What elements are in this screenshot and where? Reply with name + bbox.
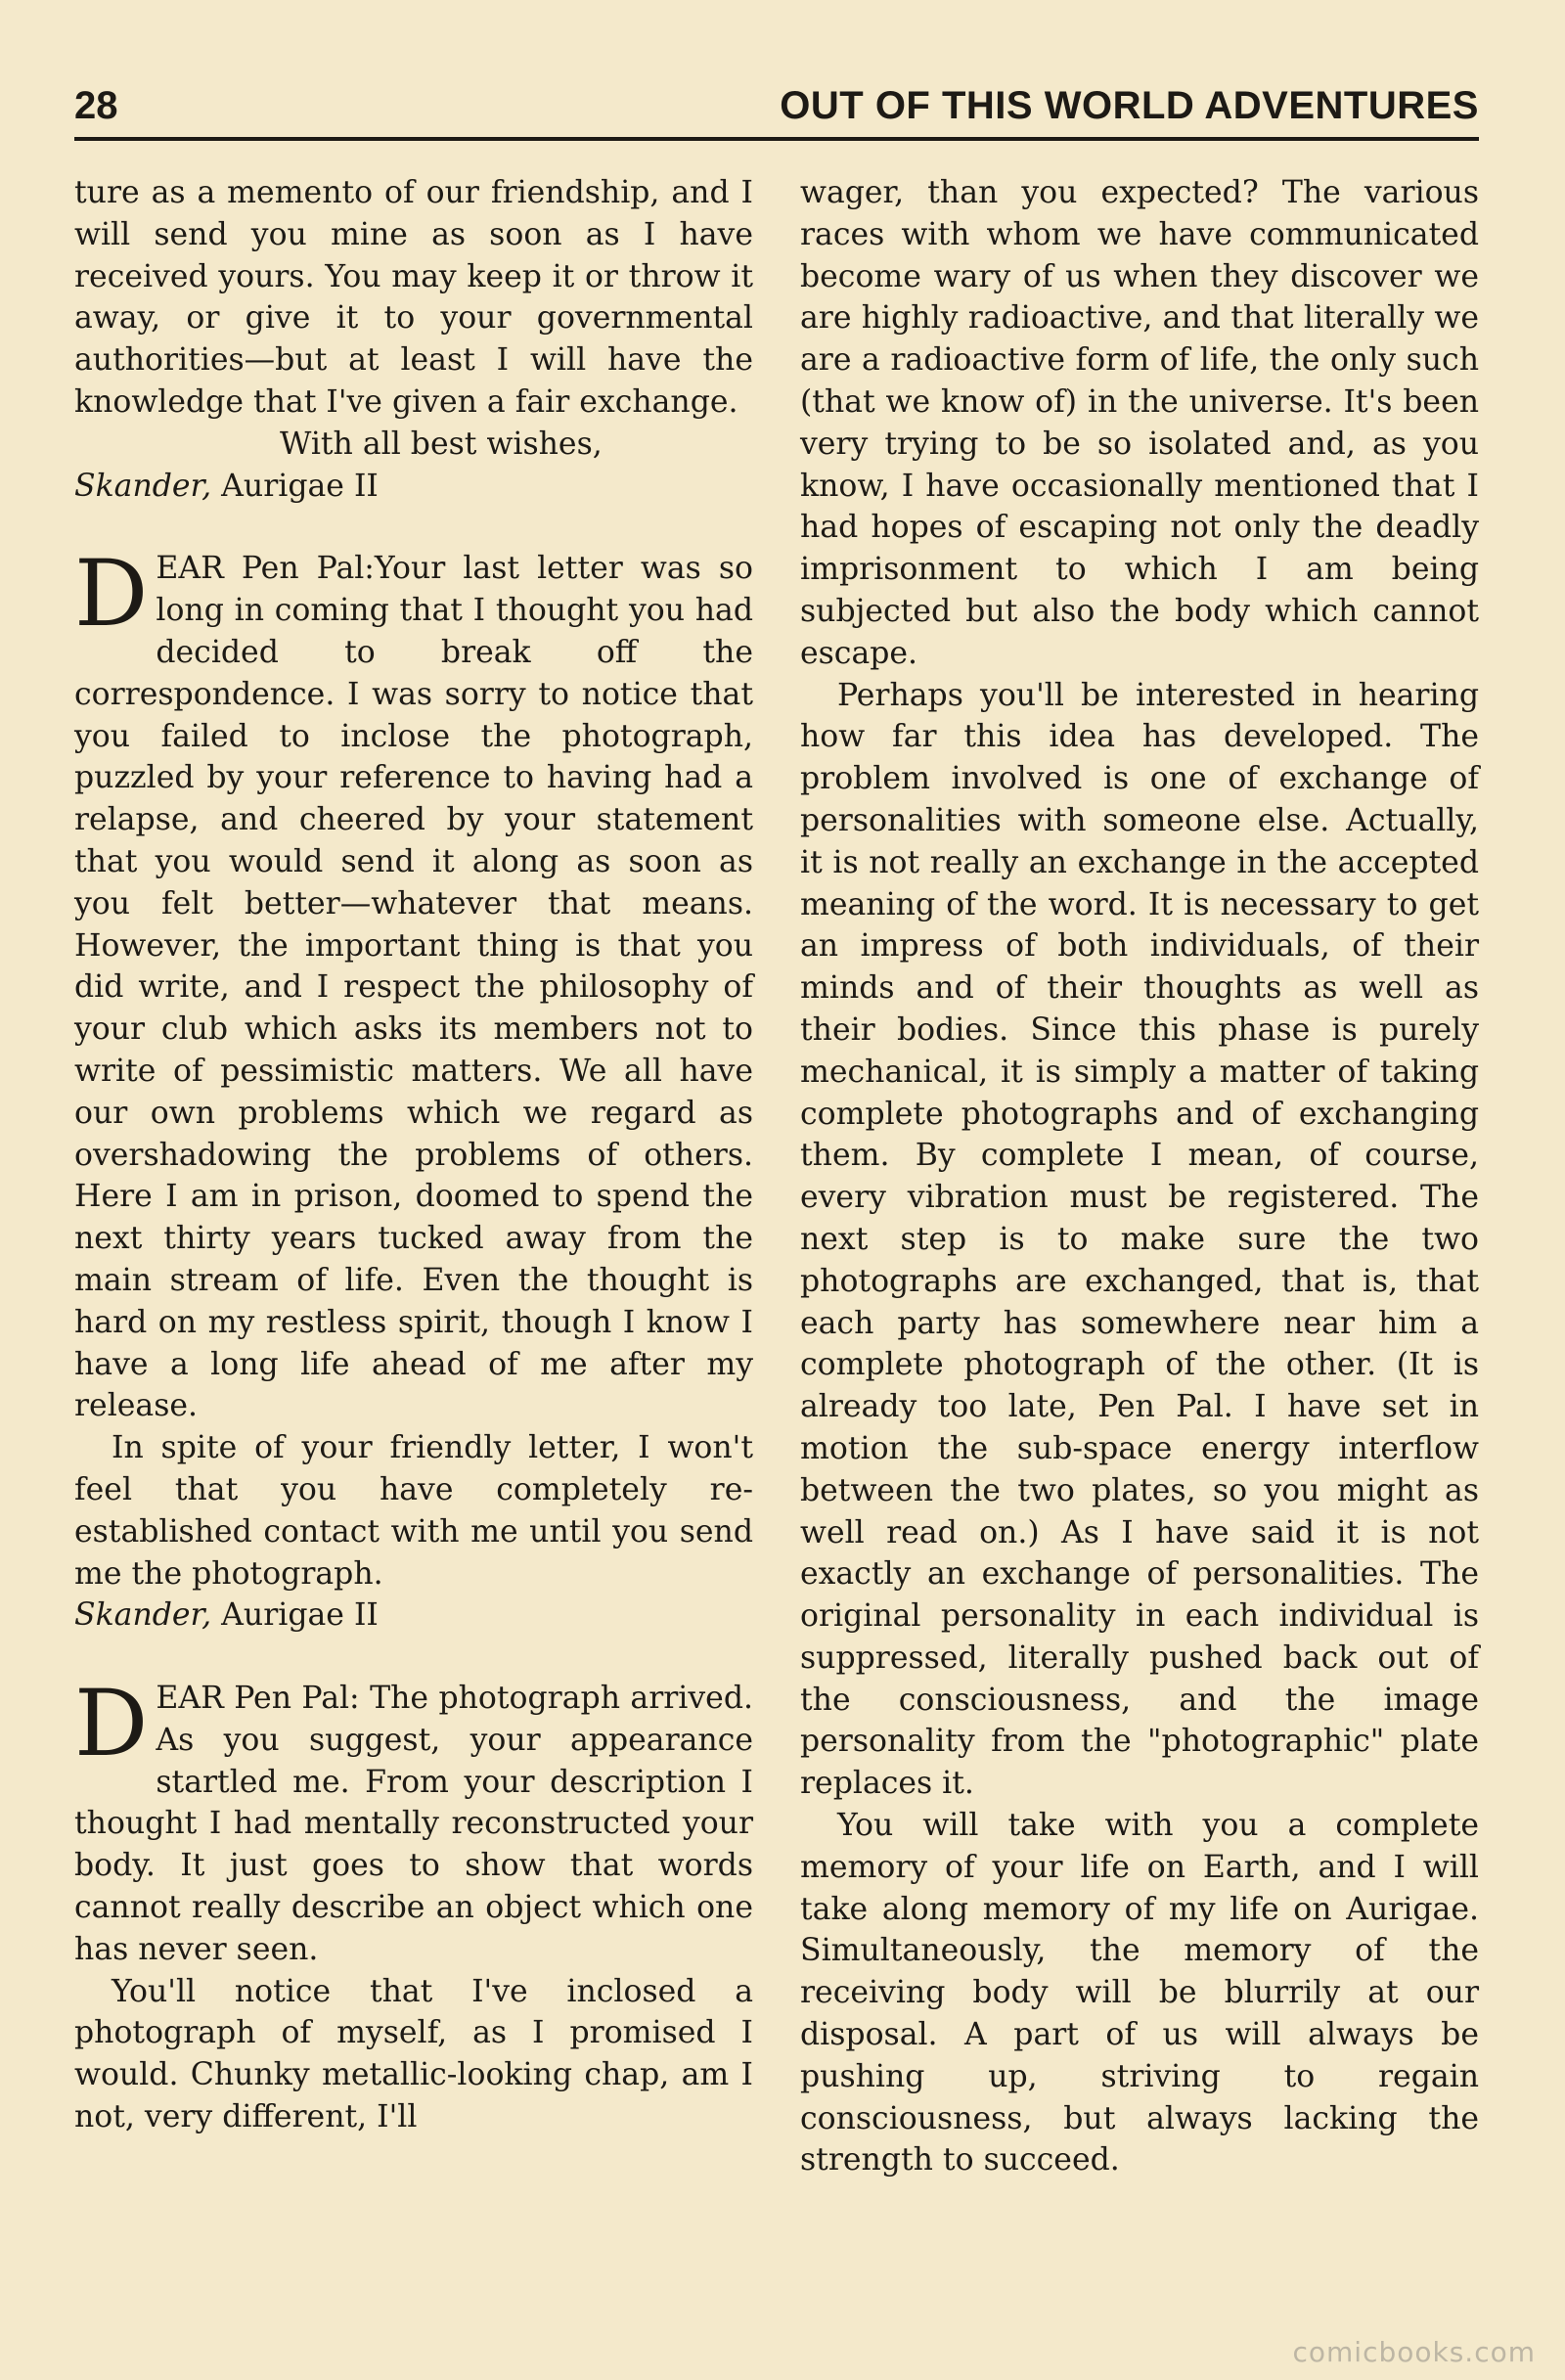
letter2-signature xyxy=(74,1594,753,1637)
letter-gap xyxy=(74,1637,753,1678)
letter1-signature xyxy=(74,466,753,508)
letter1-signature-place: Aurigae II xyxy=(221,468,379,504)
right-paragraph-2: Perhaps you'll be interested in hearing how far this idea has developed. The problem involved is one of exchange of personalities with someone else. Actually, it is not really an exchange in the accepted meaning of the word. It is necessary to get an impress of both individuals, of their minds and of their thoughts as well as their bodies. Since this phase is purely mechanical, it is simply a matter of taking complete photographs and of exchanging them. By complete I mean, of course, every vibration must be registered. The next step is to make sure the two photographs are exchanged, that is, that each party has somewhere near him a complete photograph of the other. (It is already too late, Pen Pal. I have set in motion the sub-space energy interflow between the two plates, so you might as well read on.) As I have said it is not exactly an exchange of personalities. The original personality in each individual is suppressed, literally pushed back out of the consciousness, and the image personality from the "photographic" plate replaces it. xyxy=(800,677,1479,1802)
letter2-paragraph: In spite of your friendly letter, I won't feel that you have completely re-established contact with me until you send me the photograph. xyxy=(74,1430,753,1592)
running-title: OUT OF THIS WORLD ADVENTURES xyxy=(780,84,1479,127)
letter3-body-text: EAR Pen Pal: The photograph arrived. As you suggest, your appearance startled me. From your description I thought I had mentally reconstructed your body. It just goes to show that words cannot really describe an object which one has never seen. xyxy=(74,1681,753,1967)
right-column xyxy=(800,172,1479,2181)
letter1-signature-name: Skander, xyxy=(74,468,212,504)
letter1-body: ture as a memento of our friendship, and I will send you mine as soon as I have received yours. You may keep it or throw it away, or give it to your governmental authorities—but at least I will have the knowledge that I've given a fair exchange. xyxy=(74,175,753,420)
header-rule xyxy=(74,137,1479,141)
right-paragraph-3: You will take with you a complete memory of your life on Earth, and I will take along memory of my life on Aurigae. Simultaneously, the memory of the receiving body will be blurrily at our disposal. A part of us will always be pushing up, striving to regain consciousness, but always lacking the strength to succeed. xyxy=(800,1808,1479,2178)
letter3-paragraph: You'll notice that I've inclosed a photograph of myself, as I promised I would. Chunky metallic-looking chap, am I not, very different, I'll xyxy=(74,1973,753,2135)
letter3-body xyxy=(74,1671,753,1971)
letter2-signature-place: Aurigae II xyxy=(221,1597,379,1634)
page-header xyxy=(74,76,1479,135)
letter1-closing: With all best wishes, xyxy=(280,426,603,462)
page-number: 28 xyxy=(74,84,118,127)
letter2-drop-cap: D xyxy=(74,541,149,649)
letter2-signature-name: Skander, xyxy=(74,1597,212,1634)
letter2-body xyxy=(74,541,753,1427)
right-paragraph-1: wager, than you expected? The various races with whom we have communicated become wary of us when they discover we are highly radioactive, and that literally we are a radioactive form of life, the only such (that we know of) in the universe. It's been very trying to be so isolated and, as you know, I have occasionally mentioned that I had hopes of escaping not only the deadly imprisonment to which I am being subjected but also the body which cannot escape. xyxy=(800,175,1479,671)
letter2-body-text: EAR Pen Pal:Your last letter was so long in coming that I thought you had decided to break off the correspondence. I was sorry to notice that you failed to inclose the photograph, puzzled by your reference to having had a relapse, and cheered by your statement that you would send it along as soon as you felt better—whatever that means. However, the important thing is that you did write, and I respect the philosophy of your club which asks its members not to write of pessimistic matters. We all have our own problems which we regard as overshadowing the problems of others. Here I am in prison, doomed to spend the next thirty years tucked away from the main stream of life. Even the thought is hard on my restless spirit, though I know I have a long life ahead of me after my release. xyxy=(74,551,753,1424)
watermark: comicbooks.com xyxy=(1292,2336,1536,2368)
letter-gap xyxy=(74,507,753,548)
left-column xyxy=(74,172,753,2138)
letter3-drop-cap: D xyxy=(74,1671,149,1778)
